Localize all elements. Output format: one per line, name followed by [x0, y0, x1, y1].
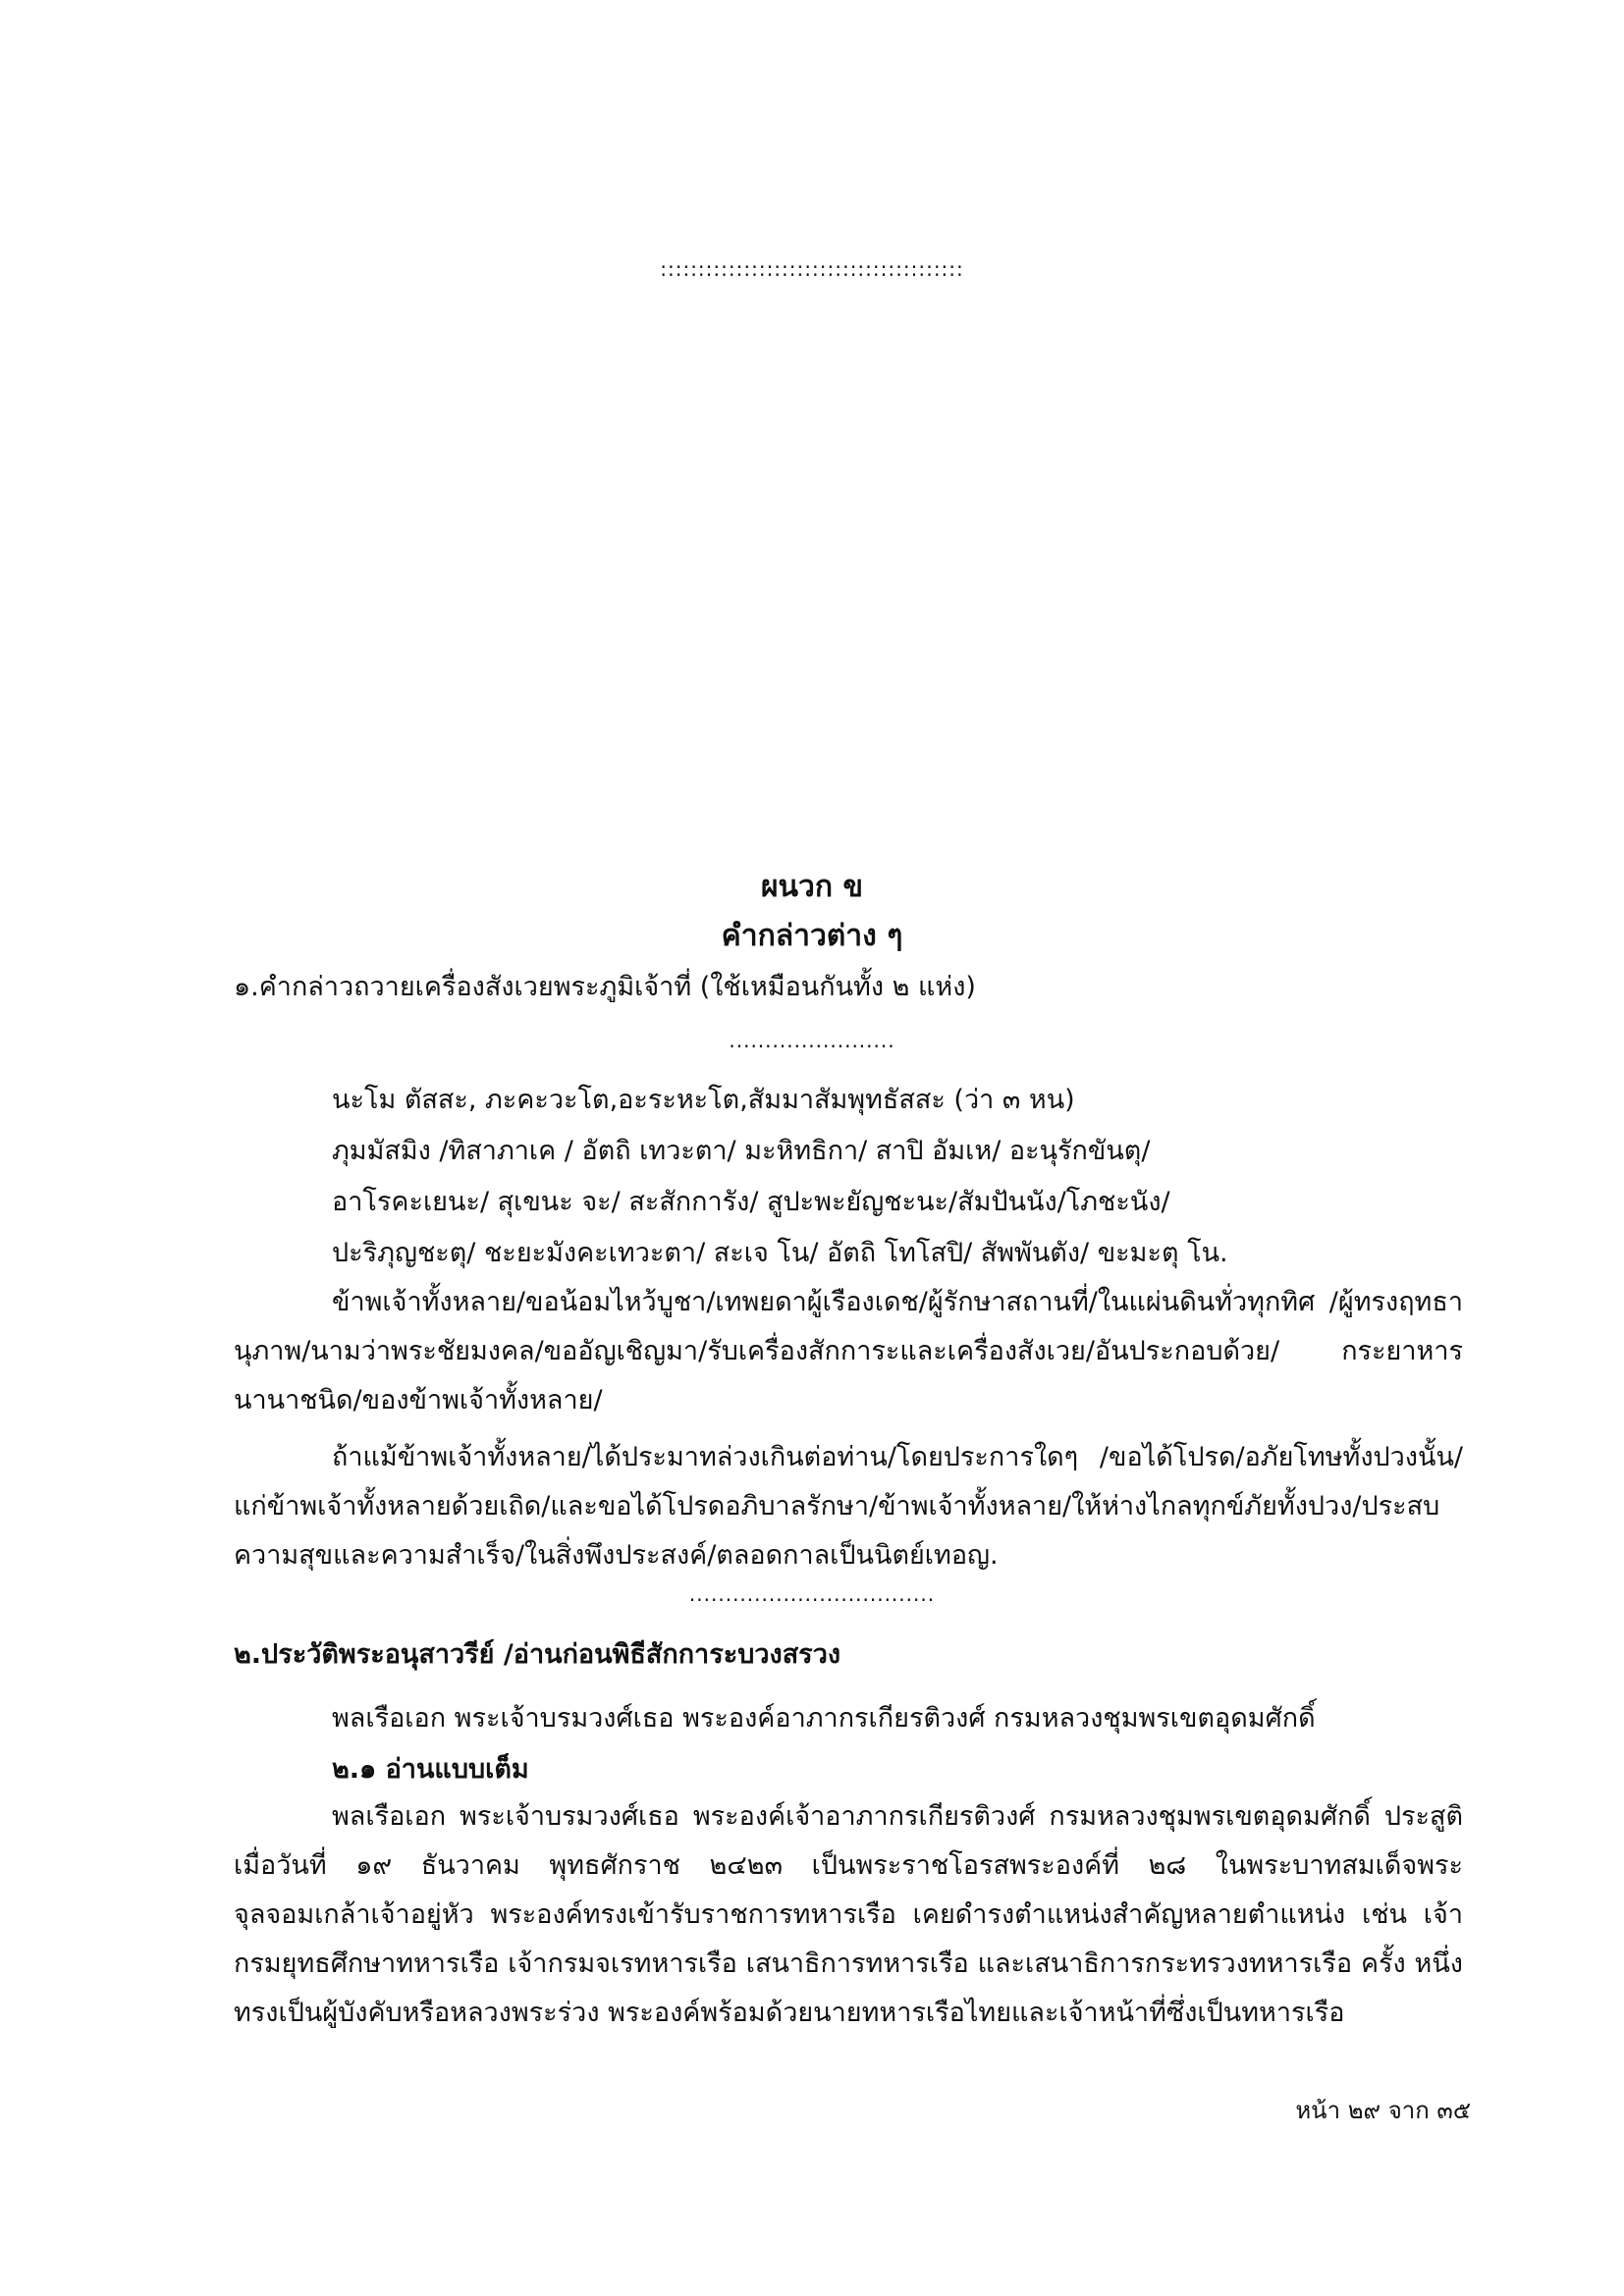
chant-line: อาโรคะเยนะ/ สุเขนะ จะ/ สะสักการัง/ สูปะพะยัญชะนะ/สัมปันนัง/โภชะนัง/ [332, 1187, 1170, 1217]
chant-line: ภุมมัสมิง /ทิสาภาเค / อัตถิ เทวะตา/ มะหิทธิกา/ สาปิ อัมเห/ อะนุรักขันตุ/ [332, 1136, 1151, 1166]
section2-heading: ๒.ประวัติพระอนุสาวรีย์ /อ่านก่อนพิธีสักการะบวงสรวง [234, 1639, 841, 1670]
section1-heading: ๑.คำกล่าวถวายเครื่องสังเวยพระภูมิเจ้าที่ (ใช้เหมือนกันทั้ง ๒ แห่ง) [234, 972, 976, 1002]
section1-separator: ....................... [729, 1029, 895, 1052]
page-number: หน้า ๒๙ จาก ๓๕ [1295, 2097, 1471, 2124]
header-dots: :::::::::::::::::::::::::::::::::::::::: [660, 257, 964, 281]
section1-paragraph1: ข้าพเจ้าทั้งหลาย/ขอน้อมไหว้บูชา/เทพยดาผู้เรืองเดช/ผู้รักษาสถานที่/ในแผ่นดินทั่วทุกทิศ /ผู้ทรงฤทธานุภาพ/นามว่าพระชัยมงคล/ขออัญเชิญมา/รับเครื่องสักการะและเครื่องสังเวย/อันประกอบด้วย/ กระยาหารนานาชนิด/ของข้าพเจ้าทั้งหลาย/ [234, 1287, 1463, 1415]
section1-paragraph2: ถ้าแม้ข้าพเจ้าทั้งหลาย/ได้ประมาทล่วงเกินต่อท่าน/โดยประการใดๆ /ขอได้โปรด/อภัยโทษทั้งปวงนั้น/ แก่ข้าพเจ้าทั้งหลายด้วยเถิด/และขอได้โปรดอภิบาลรักษา/ข้าพเจ้าทั้งหลาย/ให้ห่างไกลทุกข์ภัยทั้งปวง/ประสบ ความสุขและความสำเร็จ/ในสิ่งพึงประสงค์/ตลอดกาลเป็นนิตย์เทอญ. [234, 1442, 1463, 1571]
section2-paragraph: พลเรือเอก พระเจ้าบรมวงศ์เธอ พระองค์เจ้าอาภากรเกียรติวงศ์ กรมหลวงชุมพรเขตอุดมศักดิ์ ประสูติ เมื่อวันที่ ๑๙ ธันวาคม พุทธศักราช ๒๔๒๓ เป็นพระราชโอรสพระองค์ที่ ๒๘ ในพระบาทสมเด็จพระ จุลจอมเกล้าเจ้าอยู่หัว พระองค์ทรงเข้ารับราชการทหารเรือ เคยดำรงตำแหน่งสำคัญหลายตำแหน่ง เช่น เจ้ากรมยุทธศึกษาทหารเรือ เจ้ากรมจเรทหารเรือ เสนาธิการทหารเรือ และเสนาธิการกระทรวงทหารเรือ ครั้ง หนึ่ง ทรงเป็นผู้บังคับหรือหลวงพระร่วง พระองค์พร้อมด้วยนายทหารเรือไทยและเจ้าหน้าที่ซึ่งเป็นทหารเรือ [234, 1801, 1463, 2028]
annex-title: ผนวก ข [760, 870, 864, 904]
section1-end-separator: .................................. [688, 1582, 936, 1606]
chant-line: ปะริภุญชะตุ/ ชะยะมังคะเทวะตา/ สะเจ โน/ อัตถิ โทโสปิ/ สัพพันตัง/ ขะมะตุ โน. [332, 1238, 1228, 1268]
section2-sub-heading: ๒.๑ อ่านแบบเต็ม [332, 1754, 529, 1785]
chant-line: นะโม ตัสสะ, ภะคะวะโต,อะระหะโต,สัมมาสัมพุทธัสสะ (ว่า ๓ หน) [332, 1085, 1075, 1115]
section2-subject: พลเรือเอก พระเจ้าบรมวงศ์เธอ พระองค์อาภากรเกียรติวงศ์ กรมหลวงชุมพรเขตอุดมศักดิ์ [332, 1703, 1316, 1734]
annex-subtitle: คำกล่าวต่าง ๆ [721, 919, 903, 953]
